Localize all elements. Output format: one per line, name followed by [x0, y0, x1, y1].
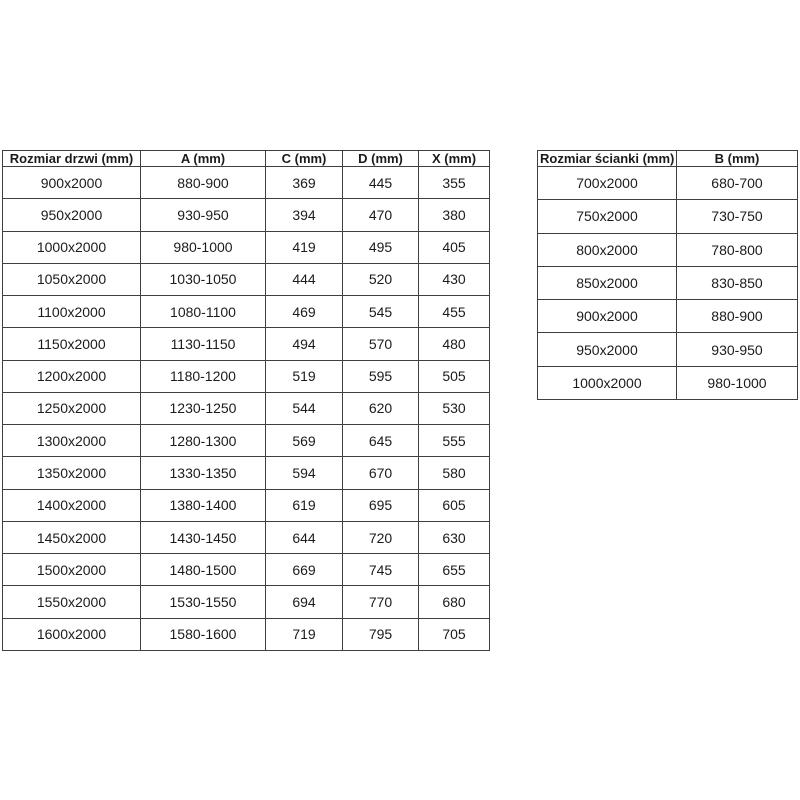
table-cell: 795 [343, 618, 419, 650]
table-cell: 830-850 [677, 266, 798, 299]
table-cell: 1530-1550 [141, 586, 266, 618]
table-cell: 1450x2000 [3, 521, 141, 553]
table-cell: 850x2000 [538, 266, 677, 299]
table-cell: 1200x2000 [3, 360, 141, 392]
table-cell: 444 [266, 263, 343, 295]
table-cell: 380 [419, 199, 490, 231]
table-cell: 630 [419, 521, 490, 553]
table-cell: 880-900 [677, 300, 798, 333]
table-cell: 1500x2000 [3, 554, 141, 586]
table-cell: 555 [419, 425, 490, 457]
table-cell: 780-800 [677, 233, 798, 266]
table-row [3, 586, 490, 618]
table-cell: 644 [266, 521, 343, 553]
table-cell: 645 [343, 425, 419, 457]
table-row [3, 457, 490, 489]
table-cell: 1130-1150 [141, 328, 266, 360]
table-row [3, 618, 490, 650]
table-row [3, 554, 490, 586]
table-cell: 605 [419, 489, 490, 521]
table-cell: 1300x2000 [3, 425, 141, 457]
table-cell: 455 [419, 296, 490, 328]
table-cell: 595 [343, 360, 419, 392]
table-cell: 419 [266, 231, 343, 263]
table-cell: 570 [343, 328, 419, 360]
table-cell: 470 [343, 199, 419, 231]
table-cell: 1100x2000 [3, 296, 141, 328]
table-cell: 1430-1450 [141, 521, 266, 553]
table-row [3, 296, 490, 328]
table-row [3, 489, 490, 521]
table-row [3, 392, 490, 424]
table-row [538, 233, 798, 266]
table-cell: 495 [343, 231, 419, 263]
column-header: B (mm) [677, 151, 798, 167]
table-row [538, 266, 798, 299]
table-cell: 369 [266, 167, 343, 199]
table-row [538, 167, 798, 200]
table-cell: 1400x2000 [3, 489, 141, 521]
table-row [3, 360, 490, 392]
table-cell: 950x2000 [3, 199, 141, 231]
wall-dimensions-table [537, 150, 798, 400]
table-cell: 720 [343, 521, 419, 553]
door-dimensions-table [2, 150, 490, 651]
table-cell: 494 [266, 328, 343, 360]
table-cell: 980-1000 [677, 366, 798, 399]
column-header: X (mm) [419, 151, 490, 167]
table-cell: 430 [419, 263, 490, 295]
table-row [3, 425, 490, 457]
table-cell: 930-950 [141, 199, 266, 231]
table-cell: 445 [343, 167, 419, 199]
table-cell: 770 [343, 586, 419, 618]
table-cell: 750x2000 [538, 200, 677, 233]
table-cell: 469 [266, 296, 343, 328]
table-cell: 1350x2000 [3, 457, 141, 489]
column-header: D (mm) [343, 151, 419, 167]
column-header: Rozmiar ścianki (mm) [538, 151, 677, 167]
table-cell: 530 [419, 392, 490, 424]
table-cell: 880-900 [141, 167, 266, 199]
table-row [538, 300, 798, 333]
table-cell: 355 [419, 167, 490, 199]
table-cell: 1180-1200 [141, 360, 266, 392]
table-cell: 1000x2000 [3, 231, 141, 263]
table-row [538, 200, 798, 233]
table-row [3, 263, 490, 295]
table-cell: 719 [266, 618, 343, 650]
table-row [3, 167, 490, 199]
table-cell: 669 [266, 554, 343, 586]
table-cell: 1080-1100 [141, 296, 266, 328]
table-cell: 1550x2000 [3, 586, 141, 618]
table-cell: 1480-1500 [141, 554, 266, 586]
table-cell: 695 [343, 489, 419, 521]
table-cell: 800x2000 [538, 233, 677, 266]
table-cell: 505 [419, 360, 490, 392]
table-cell: 1000x2000 [538, 366, 677, 399]
table-row [3, 328, 490, 360]
table-cell: 394 [266, 199, 343, 231]
table-cell: 745 [343, 554, 419, 586]
table-cell: 405 [419, 231, 490, 263]
table-row [3, 199, 490, 231]
table-cell: 900x2000 [538, 300, 677, 333]
table-cell: 619 [266, 489, 343, 521]
table-cell: 544 [266, 392, 343, 424]
table-row [538, 366, 798, 399]
column-header: A (mm) [141, 151, 266, 167]
table-cell: 1580-1600 [141, 618, 266, 650]
table-cell: 519 [266, 360, 343, 392]
column-header: C (mm) [266, 151, 343, 167]
table-row [3, 231, 490, 263]
table-cell: 1600x2000 [3, 618, 141, 650]
header-row [538, 151, 798, 167]
table-row [538, 333, 798, 366]
table-cell: 1280-1300 [141, 425, 266, 457]
table-cell: 1230-1250 [141, 392, 266, 424]
table-cell: 694 [266, 586, 343, 618]
column-header: Rozmiar drzwi (mm) [3, 151, 141, 167]
table-cell: 730-750 [677, 200, 798, 233]
table-cell: 670 [343, 457, 419, 489]
table-cell: 700x2000 [538, 167, 677, 200]
table-cell: 580 [419, 457, 490, 489]
table-cell: 569 [266, 425, 343, 457]
table-cell: 980-1000 [141, 231, 266, 263]
table-cell: 1030-1050 [141, 263, 266, 295]
table-cell: 480 [419, 328, 490, 360]
table-cell: 545 [343, 296, 419, 328]
table-cell: 1050x2000 [3, 263, 141, 295]
table-cell: 680 [419, 586, 490, 618]
table-cell: 900x2000 [3, 167, 141, 199]
table-cell: 1250x2000 [3, 392, 141, 424]
table-cell: 620 [343, 392, 419, 424]
table-cell: 1380-1400 [141, 489, 266, 521]
table-cell: 1150x2000 [3, 328, 141, 360]
table-cell: 680-700 [677, 167, 798, 200]
table-cell: 950x2000 [538, 333, 677, 366]
table-cell: 705 [419, 618, 490, 650]
table-cell: 1330-1350 [141, 457, 266, 489]
table-cell: 520 [343, 263, 419, 295]
table-cell: 594 [266, 457, 343, 489]
table-cell: 930-950 [677, 333, 798, 366]
table-row [3, 521, 490, 553]
table-cell: 655 [419, 554, 490, 586]
header-row [3, 151, 490, 167]
